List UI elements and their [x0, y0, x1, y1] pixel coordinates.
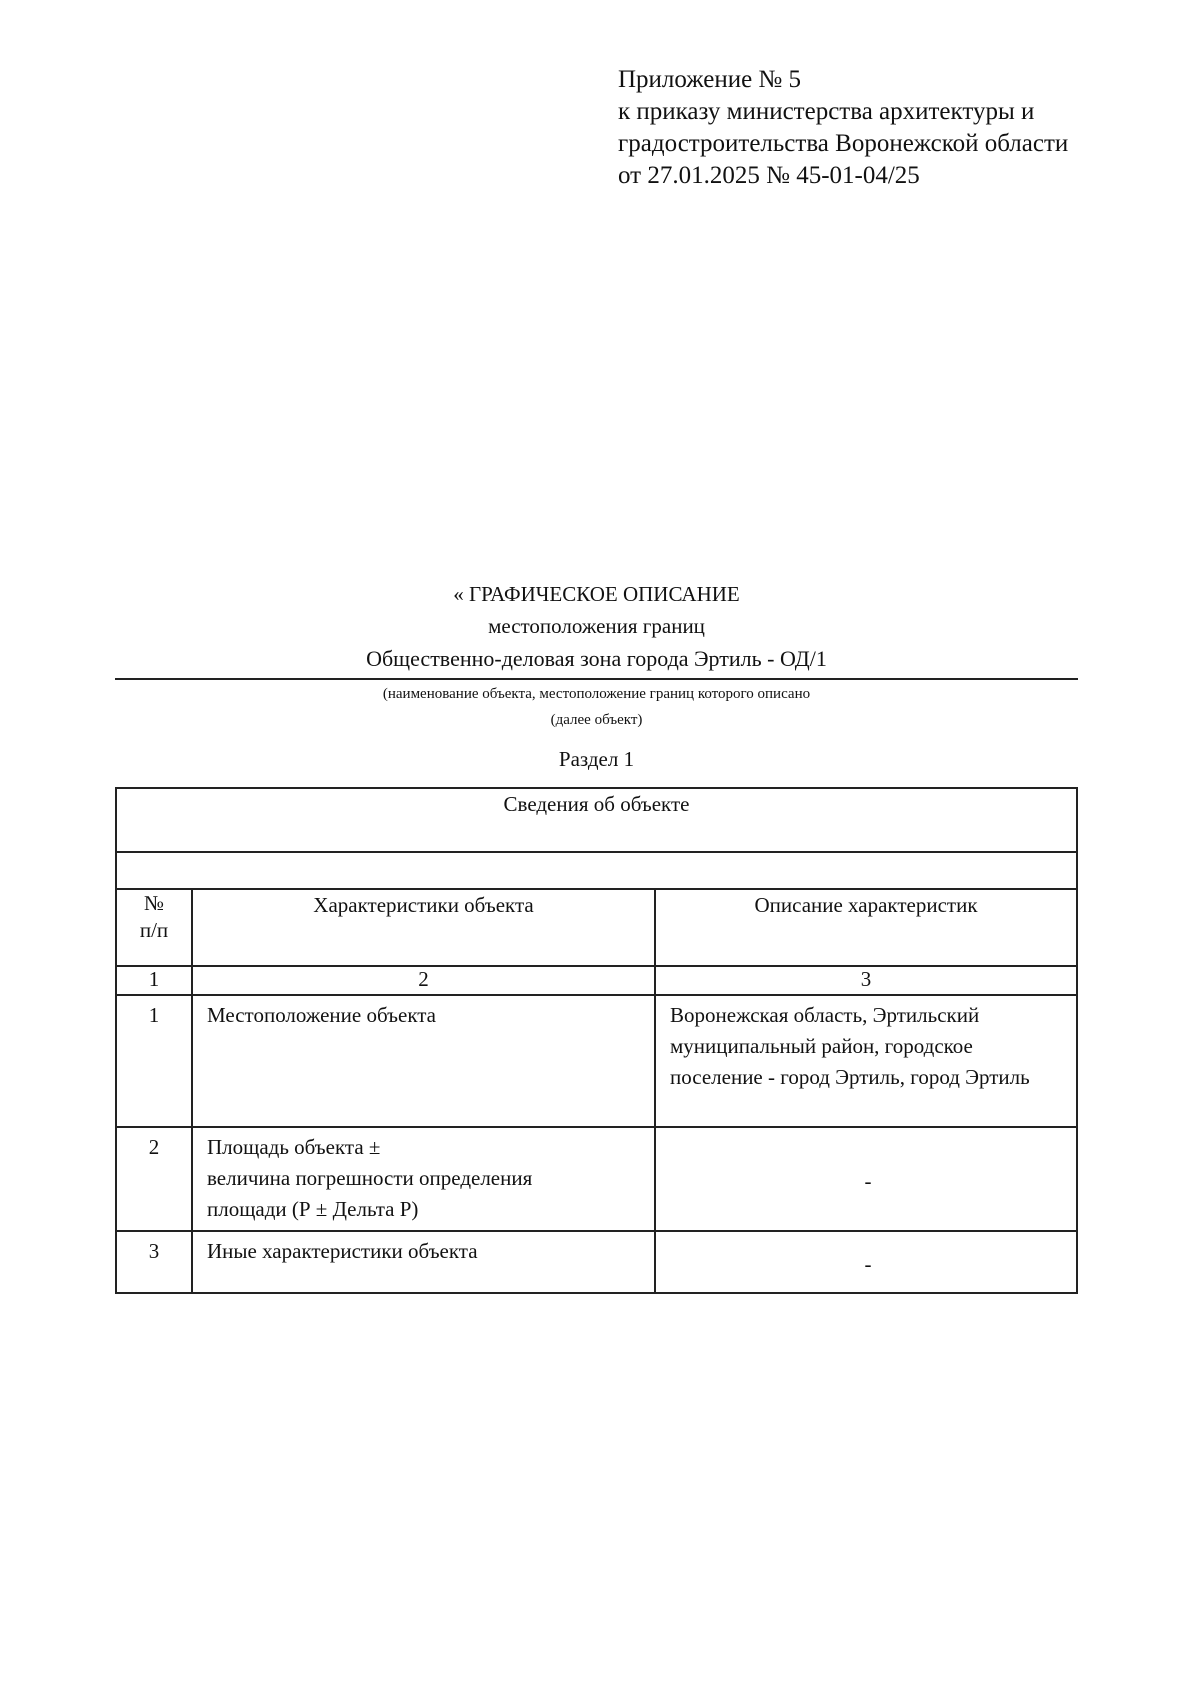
- row-description-line: муниципальный район, городское: [670, 1034, 973, 1058]
- object-info-table: [115, 787, 1078, 1294]
- row-characteristic-line: Площадь объекта ±: [207, 1135, 381, 1159]
- row-characteristic: Местоположение объекта: [192, 995, 655, 1127]
- document-title-block: [115, 578, 1078, 774]
- row-description-line: Воронежская область, Эртильский: [670, 1003, 980, 1027]
- table-blank-cell: [116, 852, 1077, 889]
- object-name-hint: (наименование объекта, местоположение границ которого описано: [382, 686, 811, 702]
- table-header-row: [116, 889, 1077, 966]
- table-row: [116, 1127, 1077, 1231]
- header-num-sign: №: [143, 891, 165, 915]
- row-characteristic-line: величина погрешности определения: [207, 1166, 533, 1190]
- table-caption: Сведения об объекте: [116, 788, 1077, 852]
- appendix-number: Приложение № 5: [618, 66, 802, 93]
- header-description: Описание характеристик: [655, 889, 1077, 966]
- row-description: -: [655, 1127, 1077, 1231]
- appendix-order-line: к приказу министерства архитектуры и: [618, 98, 1035, 125]
- document-subtitle: местоположения границ: [488, 614, 705, 638]
- row-number: 2: [116, 1127, 192, 1231]
- table-row: [116, 1231, 1077, 1293]
- row-characteristic: Иные характеристики объекта: [192, 1231, 655, 1293]
- row-description-line: поселение - город Эртиль, город Эртиль: [670, 1065, 1030, 1089]
- document-title: « ГРАФИЧЕСКОЕ ОПИСАНИЕ: [453, 582, 740, 606]
- row-characteristic-line: площади (Р ± Дельта Р): [207, 1197, 419, 1221]
- row-number: 1: [116, 995, 192, 1127]
- table-row: [116, 995, 1077, 1127]
- header-num: [116, 889, 192, 966]
- row-description: [655, 995, 1077, 1127]
- row-number: 3: [116, 1231, 192, 1293]
- header-num-abbr: п/п: [139, 918, 169, 942]
- object-name: Общественно-деловая зона города Эртиль - ОД/1: [115, 644, 1078, 680]
- section-label: Раздел 1: [558, 747, 635, 771]
- appendix-ministry-line: градостроительства Воронежской области: [618, 130, 1069, 157]
- column-number-2: 2: [192, 966, 655, 995]
- appendix-header: [618, 64, 1178, 192]
- header-characteristics: Характеристики объекта: [192, 889, 655, 966]
- table-caption-row: [116, 788, 1077, 852]
- column-number-3: 3: [655, 966, 1077, 995]
- table-blank-row: [116, 852, 1077, 889]
- column-number-1: 1: [116, 966, 192, 995]
- table-column-number-row: [116, 966, 1077, 995]
- row-description: -: [655, 1231, 1077, 1293]
- object-name-hint-2: (далее объект): [550, 712, 643, 728]
- row-characteristic: [192, 1127, 655, 1231]
- appendix-date-line: от 27.01.2025 № 45-01-04/25: [618, 162, 920, 189]
